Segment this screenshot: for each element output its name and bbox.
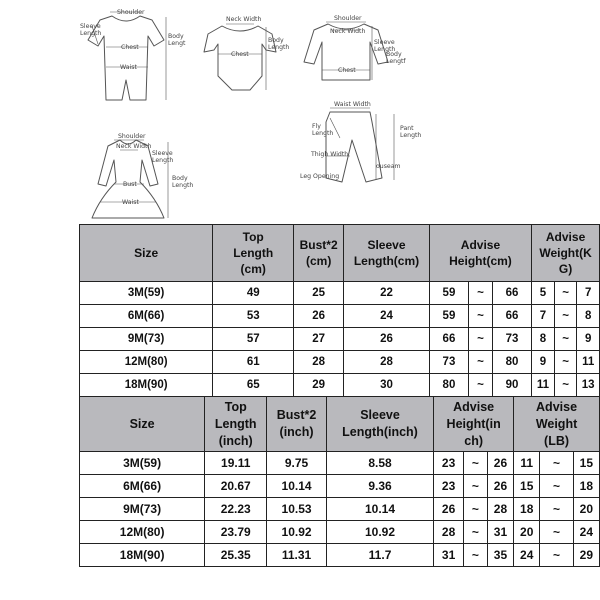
header-bust-text: Bust*2 (cm) (299, 238, 338, 268)
tshirt-neck-label: Neck Width (330, 28, 366, 35)
cell-weight-min: 9 (532, 351, 555, 374)
cell-height-max: 66 (492, 282, 531, 305)
cell-height-max: 26 (487, 475, 513, 498)
cell-height-max: 31 (487, 521, 513, 544)
cell-weight-tilde: ~ (554, 374, 577, 397)
header-bust (294, 225, 344, 282)
cell-sleeve: 30 (344, 374, 430, 397)
cell-weight-max: 15 (573, 452, 599, 475)
cell-height-tilde: ~ (464, 544, 488, 567)
cell-top-length: 23.79 (205, 521, 267, 544)
tshirt-diagram (304, 15, 406, 80)
cell-height-min: 59 (429, 282, 468, 305)
header-height-text: Advise Height(cm) (449, 238, 512, 268)
cell-weight-max: 29 (573, 544, 599, 567)
cell-height-max: 90 (492, 374, 531, 397)
cell-weight-max: 13 (577, 374, 600, 397)
cell-height-min: 28 (434, 521, 464, 544)
cell-bust: 28 (294, 351, 344, 374)
cell-weight-max: 24 (573, 521, 599, 544)
cell-weight-min: 11 (514, 452, 540, 475)
cell-size: 9M(73) (80, 328, 213, 351)
cell-bust: 9.75 (267, 452, 327, 475)
header-sleeve (344, 225, 430, 282)
dress-body-label: Body Length (172, 175, 194, 189)
header-bust (267, 397, 327, 452)
cell-weight-max: 18 (573, 475, 599, 498)
cell-weight-max: 9 (577, 328, 600, 351)
measurement-diagrams (0, 0, 600, 222)
pants-leg-label: Leg Opening (300, 173, 340, 180)
bodysuit-diagram (204, 16, 289, 90)
dress-sleeve-label: Sleeve Length (152, 150, 174, 164)
cell-weight-max: 11 (577, 351, 600, 374)
romper-waist-label: Waist (120, 64, 137, 71)
pants-waist-label: Waist Width (334, 101, 371, 108)
header-sleeve-text: Sleeve Length(inch) (342, 408, 418, 439)
tshirt-body-label: Body Lengtf (386, 51, 406, 65)
cell-bust: 25 (294, 282, 344, 305)
bodysuit-chest-label: Chest (231, 51, 249, 58)
cell-height-min: 23 (434, 452, 464, 475)
cell-size: 18M(90) (80, 374, 213, 397)
table-row (80, 305, 600, 328)
cell-sleeve: 9.36 (326, 475, 433, 498)
header-size: Size (80, 397, 205, 452)
cell-top-length: 25.35 (205, 544, 267, 567)
cell-weight-tilde: ~ (540, 498, 573, 521)
cell-top-length: 65 (213, 374, 294, 397)
romper-diagram (80, 9, 186, 100)
size-table-cm (79, 224, 600, 397)
cell-weight-min: 7 (532, 305, 555, 328)
header-weight-text: Advise Weight (LB) (535, 399, 578, 448)
cell-size: 18M(90) (80, 544, 205, 567)
cell-top-length: 20.67 (205, 475, 267, 498)
cell-bust: 27 (294, 328, 344, 351)
cell-height-max: 28 (487, 498, 513, 521)
cell-height-tilde: ~ (464, 452, 488, 475)
bodysuit-body-label: Body Length (268, 37, 290, 51)
cell-top-length: 49 (213, 282, 294, 305)
cell-bust: 29 (294, 374, 344, 397)
cell-weight-max: 8 (577, 305, 600, 328)
dress-waist-label: Waist (122, 199, 139, 206)
romper-chest-label: Chest (121, 44, 139, 51)
cell-weight-tilde: ~ (554, 328, 577, 351)
cell-height-max: 26 (487, 452, 513, 475)
cell-weight-min: 24 (514, 544, 540, 567)
table-row (80, 475, 600, 498)
dress-bust-label: Bust (123, 181, 137, 188)
cell-height-tilde: ~ (469, 282, 493, 305)
romper-body-label: Body Lengt (168, 33, 186, 47)
cell-weight-min: 15 (514, 475, 540, 498)
cell-weight-max: 20 (573, 498, 599, 521)
cell-weight-min: 20 (514, 521, 540, 544)
cell-top-length: 61 (213, 351, 294, 374)
tshirt-sleeve-label: Sleeve Length (374, 39, 396, 53)
cell-height-min: 31 (434, 544, 464, 567)
dress-neck-label: Neck Width (116, 143, 152, 150)
cell-bust: 10.92 (267, 521, 327, 544)
cell-height-tilde: ~ (469, 328, 493, 351)
header-top-length-text: Top Length (inch) (214, 399, 257, 448)
cell-size: 9M(73) (80, 498, 205, 521)
cell-sleeve: 10.92 (326, 521, 433, 544)
cell-weight-min: 5 (532, 282, 555, 305)
cell-size: 12M(80) (80, 521, 205, 544)
cell-height-max: 35 (487, 544, 513, 567)
cell-sleeve: 28 (344, 351, 430, 374)
cell-height-max: 66 (492, 305, 531, 328)
cell-weight-tilde: ~ (540, 521, 573, 544)
cell-sleeve: 26 (344, 328, 430, 351)
cell-height-min: 59 (429, 305, 468, 328)
dress-diagram (92, 133, 193, 218)
bodysuit-neck-label: Neck Width (226, 16, 262, 23)
cell-top-length: 57 (213, 328, 294, 351)
header-weight (532, 225, 600, 282)
cell-height-min: 26 (434, 498, 464, 521)
cell-height-min: 80 (429, 374, 468, 397)
cell-weight-tilde: ~ (554, 305, 577, 328)
cell-size: 12M(80) (80, 351, 213, 374)
tshirt-chest-label: Chest (338, 67, 356, 74)
table-row (80, 351, 600, 374)
header-top-length (205, 397, 267, 452)
cell-weight-tilde: ~ (540, 544, 573, 567)
header-height-text: Advise Height(in ch) (446, 399, 501, 448)
header-size: Size (80, 225, 213, 282)
cell-size: 6M(66) (80, 475, 205, 498)
cell-weight-min: 11 (532, 374, 555, 397)
header-top-length (213, 225, 294, 282)
dress-shoulder-label: Shoulder (118, 133, 146, 140)
table-row (80, 498, 600, 521)
header-weight (514, 397, 600, 452)
cell-top-length: 19.11 (205, 452, 267, 475)
cell-sleeve: 24 (344, 305, 430, 328)
header-weight-text: Advise Weight(K G) (539, 230, 592, 276)
romper-shoulder-label: Shoulder (117, 9, 145, 16)
table-header-row (80, 225, 600, 282)
pants-thigh-label: Thigh Width (311, 151, 349, 158)
table-header-row (80, 397, 600, 452)
table-row (80, 544, 600, 567)
cell-height-min: 73 (429, 351, 468, 374)
table-row (80, 521, 600, 544)
cell-height-tilde: ~ (469, 351, 493, 374)
cell-size: 3M(59) (80, 452, 205, 475)
header-sleeve (326, 397, 433, 452)
cell-height-tilde: ~ (469, 374, 493, 397)
header-height (429, 225, 531, 282)
cell-bust: 10.53 (267, 498, 327, 521)
header-top-length-text: Top Length (cm) (233, 230, 274, 276)
table-row (80, 328, 600, 351)
cell-height-min: 66 (429, 328, 468, 351)
pants-diagram (300, 101, 421, 182)
cell-sleeve: 22 (344, 282, 430, 305)
cell-sleeve: 8.58 (326, 452, 433, 475)
cell-size: 6M(66) (80, 305, 213, 328)
cell-height-tilde: ~ (464, 475, 488, 498)
cell-weight-min: 18 (514, 498, 540, 521)
cell-height-tilde: ~ (464, 521, 488, 544)
pants-fly-label: Fly Length (312, 123, 334, 137)
cell-bust: 10.14 (267, 475, 327, 498)
cell-bust: 11.31 (267, 544, 327, 567)
cell-height-max: 73 (492, 328, 531, 351)
table-row (80, 282, 600, 305)
cell-weight-tilde: ~ (540, 475, 573, 498)
tshirt-shoulder-label: Shoulder (334, 15, 362, 22)
cell-height-tilde: ~ (469, 305, 493, 328)
pants-pant-label: Pant Length (400, 125, 422, 139)
size-table-inch (79, 396, 600, 567)
pants-outseam-label: ouseam (376, 163, 401, 170)
cell-height-tilde: ~ (464, 498, 488, 521)
cell-size: 3M(59) (80, 282, 213, 305)
cell-weight-tilde: ~ (554, 282, 577, 305)
cell-weight-min: 8 (532, 328, 555, 351)
cell-bust: 26 (294, 305, 344, 328)
cell-height-max: 80 (492, 351, 531, 374)
cell-weight-max: 7 (577, 282, 600, 305)
cell-top-length: 53 (213, 305, 294, 328)
cell-sleeve: 10.14 (326, 498, 433, 521)
cell-height-min: 23 (434, 475, 464, 498)
header-sleeve-text: Sleeve Length(cm) (353, 238, 420, 268)
romper-sleeve-label: Sleeve Length (80, 23, 102, 37)
header-height (434, 397, 514, 452)
cell-sleeve: 11.7 (326, 544, 433, 567)
table-row (80, 452, 600, 475)
table-row (80, 374, 600, 397)
cell-top-length: 22.23 (205, 498, 267, 521)
header-bust-text: Bust*2 (inch) (276, 408, 317, 439)
cell-weight-tilde: ~ (540, 452, 573, 475)
cell-weight-tilde: ~ (554, 351, 577, 374)
